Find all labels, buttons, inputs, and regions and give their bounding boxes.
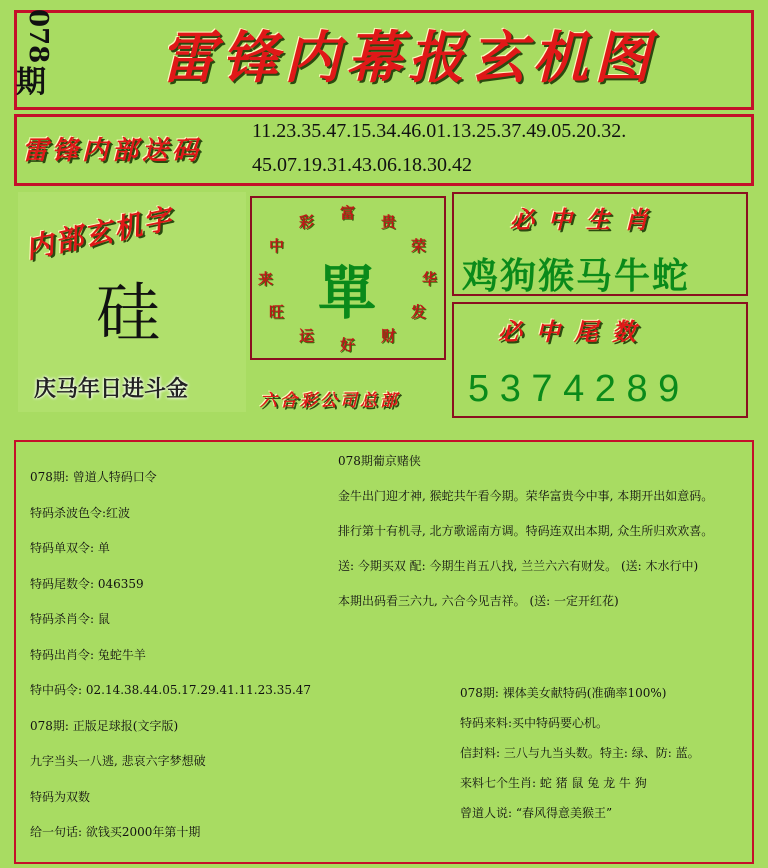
text-line: 信封料: 三八与九当头数。特主: 绿、防: 蓝。 xyxy=(460,746,700,760)
center-character: 單 xyxy=(318,259,377,327)
ring-char: 运 xyxy=(299,327,315,346)
ring-char: 旺 xyxy=(268,303,284,321)
numbers-line-1: 11.23.35.47.15.34.46.01.13.25.37.49.05.20.32. xyxy=(252,120,627,142)
ring-char: 彩 xyxy=(299,212,315,231)
text-line: 078期: 正版足球报(文字版) xyxy=(30,718,179,733)
ring-char: 华 xyxy=(422,270,438,288)
text-line: 曾道人说: “春风得意美猴王” xyxy=(460,806,613,820)
issue-suffix: 期 xyxy=(16,65,46,100)
text-line: 给一句话: 欲钱买2000年第十期 xyxy=(30,825,201,839)
text-line: 特码尾数令: 046359 xyxy=(30,576,144,591)
issue-number xyxy=(16,9,60,104)
text-line: 金牛出门迎才神, 猴蛇共午看今期。荣华富贵今中事, 本期开出如意码。 xyxy=(338,489,714,503)
text-line: 来料七个生肖: 蛇 猪 鼠 兔 龙 牛 狗 xyxy=(460,776,647,790)
tail-digits: 5 3 7 4 2 8 9 xyxy=(468,368,680,410)
ring-char: 发 xyxy=(411,303,427,321)
text-line: 特码杀波色令:红波 xyxy=(30,505,131,520)
issue-number-value: 078 xyxy=(23,9,53,64)
page-title: 雷锋内幕报玄机图 xyxy=(160,25,656,91)
ring-char: 中 xyxy=(268,237,284,255)
ring-char: 财 xyxy=(381,327,397,346)
left-panel-caption: 庆马年日进斗金 xyxy=(34,376,189,402)
ring-char: 富 xyxy=(340,204,356,222)
ring-char: 贵 xyxy=(381,212,397,231)
numbers-label: 雷锋内部送码 xyxy=(22,136,203,166)
zodiac-list: 鸡狗猴马牛蛇 xyxy=(462,255,691,297)
zodiac-title: 必中生肖 xyxy=(510,205,662,234)
ring-char: 好 xyxy=(340,336,356,354)
text-line: 特码为双数 xyxy=(30,789,91,804)
tail-title: 必中尾数 xyxy=(498,317,650,346)
text-line: 078期: 裸体美女献特码(准确率100%) xyxy=(460,686,667,700)
text-line: 特中码令: 02.14.38.44.05.17.29.41.11.23.35.47 xyxy=(30,683,312,697)
ring-char: 来 xyxy=(258,270,274,288)
text-line: 九字当头一八逃, 悲哀六字梦想破 xyxy=(30,754,206,768)
center-caption: 六合彩公司总部 xyxy=(260,391,400,411)
text-line: 送: 今期买双 配: 今期生肖五八找, 兰兰六六有财发。 (送: 木水行中) xyxy=(338,559,699,573)
text-line: 078期葡京赌侠 xyxy=(338,454,421,468)
left-panel-title: 内部玄机字 xyxy=(22,201,177,266)
left-panel-character: 硅 xyxy=(96,277,160,351)
text-line: 特码出肖令: 兔蛇牛羊 xyxy=(30,647,146,662)
numbers-line-2: 45.07.19.31.43.06.18.30.42 xyxy=(252,154,472,176)
text-line: 078期: 曾道人特码口令 xyxy=(30,470,157,484)
text-line: 本期出码看三六九, 六合今见吉祥。 (送: 一定开红花) xyxy=(338,594,619,608)
text-line: 特码杀肖令: 鼠 xyxy=(30,612,110,626)
text-line: 特码单双令: 单 xyxy=(30,541,110,555)
text-line: 排行第十有机寻, 北方歌谣南方调。特码连双出本期, 众生所归欢欢喜。 xyxy=(338,524,714,538)
text-line: 特码来料:买中特码要心机。 xyxy=(460,716,609,730)
ring-char: 荣 xyxy=(411,237,427,255)
